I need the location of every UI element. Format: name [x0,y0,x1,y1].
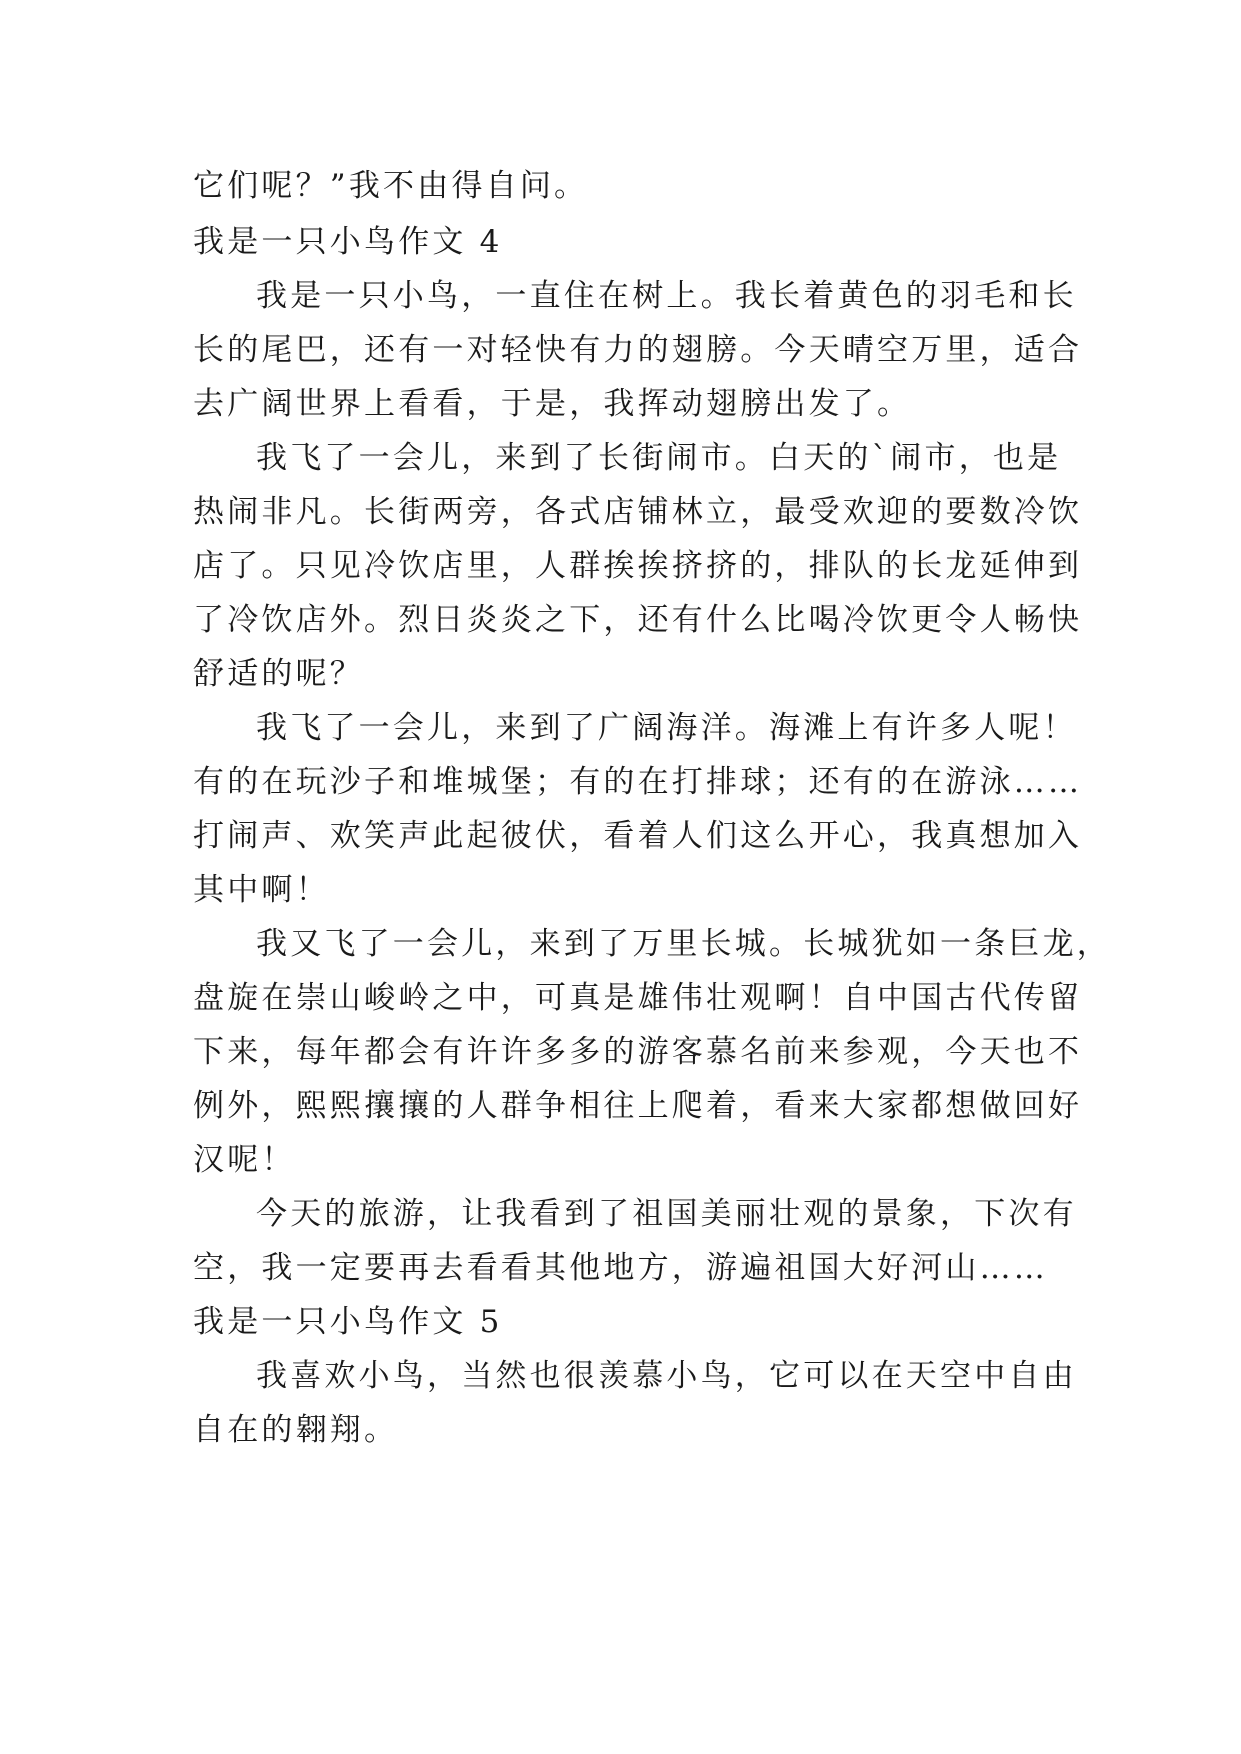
section-heading: 我是一只小鸟作文 4 [193,224,503,260]
paragraph-line: 去广阔世界上看看，于是，我挥动翅膀出发了。 [193,386,912,422]
paragraph-line: 店了。只见冷饮店里，人群挨挨挤挤的，排队的长龙延伸到 [193,548,1083,584]
paragraph-line: 我飞了一会儿，来到了广阔海洋。海滩上有许多人呢！ [256,710,1077,746]
paragraph-line: 其中啊！ [193,872,330,908]
paragraph-line: 汉呢！ [193,1142,296,1178]
paragraph-line: 我飞了一会儿，来到了长街闹市。白天的`闹市，也是 [256,440,1062,476]
paragraph-line: 长的尾巴，还有一对轻快有力的翅膀。今天晴空万里，适合 [193,332,1083,368]
paragraph-line: 空，我一定要再去看看其他地方，游遍祖国大好河山…… [193,1250,1048,1286]
paragraph-line: 了冷饮店外。烈日炎炎之下，还有什么比喝冷饮更令人畅快 [193,602,1083,638]
paragraph-line: 我又飞了一会儿，来到了万里长城。长城犹如一条巨龙， [256,926,1111,962]
paragraph-line: 舒适的呢？ [193,656,364,692]
paragraph-line: 盘旋在崇山峻岭之中，可真是雄伟壮观啊！自中国古代传留 [193,980,1083,1016]
paragraph-line: 例外，熙熙攘攘的人群争相往上爬着，看来大家都想做回好 [193,1088,1083,1124]
paragraph-line: 我是一只小鸟，一直住在树上。我长着黄色的羽毛和长 [256,278,1077,314]
paragraph-line: 我喜欢小鸟，当然也很羡慕小鸟，它可以在天空中自由 [256,1358,1077,1394]
paragraph-line: 打闹声、欢笑声此起彼伏，看着人们这么开心，我真想加入 [193,818,1083,854]
paragraph-line: 今天的旅游，让我看到了祖国美丽壮观的景象，下次有 [256,1196,1077,1232]
paragraph-line: 热闹非凡。长街两旁，各式店铺林立，最受欢迎的要数冷饮 [193,494,1083,530]
paragraph-line: 下来，每年都会有许许多多的游客慕名前来参观，今天也不 [193,1034,1083,1070]
paragraph-line: 有的在玩沙子和堆城堡；有的在打排球；还有的在游泳…… [193,764,1083,800]
text-line: 它们呢？”我不由得自问。 [193,168,589,204]
section-heading: 我是一只小鸟作文 5 [193,1304,503,1340]
paragraph-line: 自在的翱翔。 [193,1412,399,1448]
